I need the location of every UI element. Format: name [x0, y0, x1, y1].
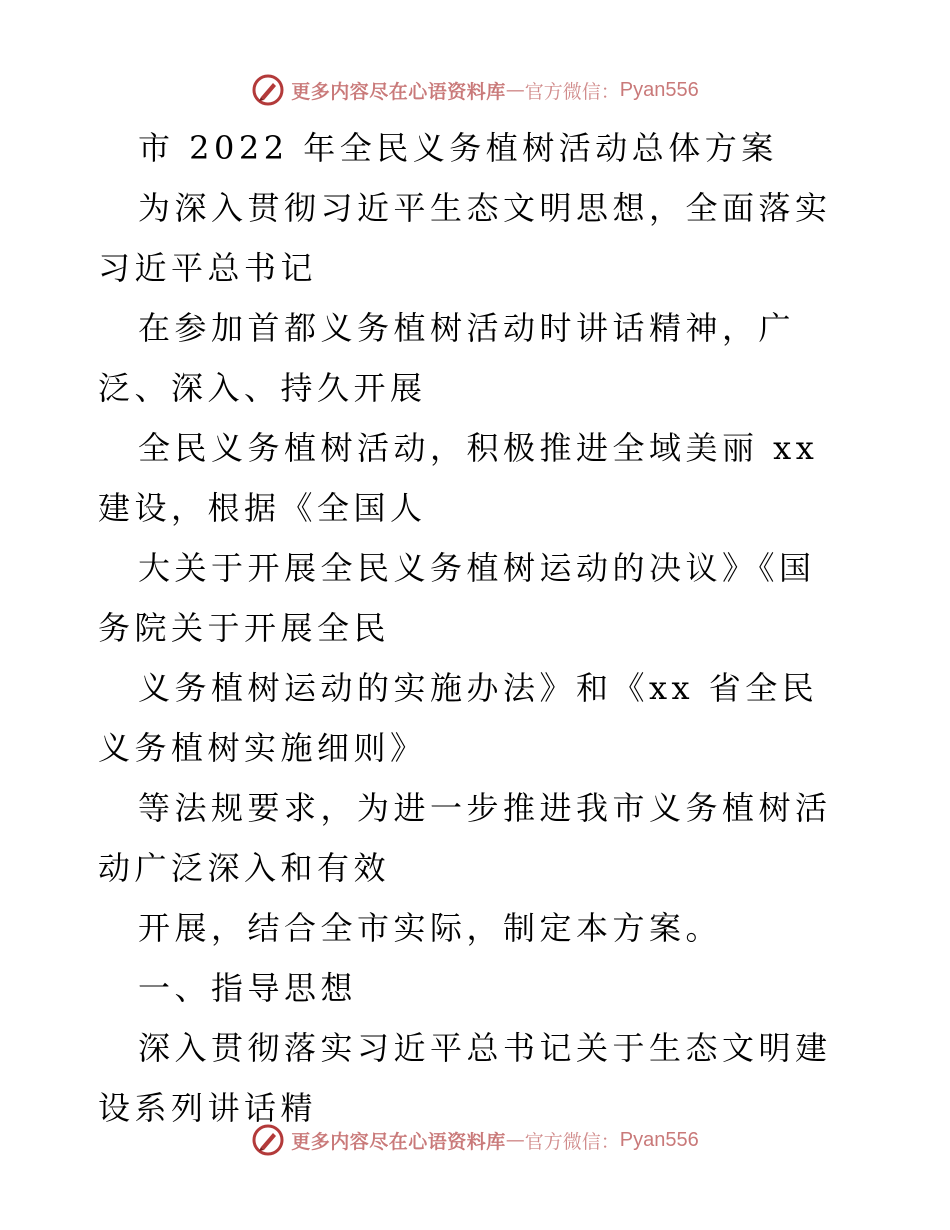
watermark-wechat-id: Pyan556	[619, 1128, 699, 1151]
paragraph: 义务植树运动的实施办法》和《xx 省全民义务植树实施细则》	[98, 669, 819, 767]
watermark-wechat-id: Pyan556	[619, 78, 699, 101]
watermark-text: 更多内容尽在心语资料库	[291, 80, 506, 103]
watermark-separator: —	[505, 1129, 525, 1151]
doc-title: 市 2022 年全民义务植树活动总体方案	[138, 129, 778, 167]
pen-logo-icon	[251, 73, 285, 107]
document-body	[98, 118, 850, 1138]
paragraph: 开展，结合全市实际，制定本方案。	[138, 909, 723, 947]
paragraph: 大关于开展全民义务植树运动的决议》《国务院关于开展全民	[98, 549, 816, 647]
watermark-text: 更多内容尽在心语资料库	[291, 1130, 506, 1153]
watermark-footer	[0, 1120, 950, 1160]
paragraph: 深入贯彻落实习近平总书记关于生态文明建设系列讲话精	[98, 1029, 832, 1127]
watermark-header	[0, 70, 950, 110]
section-heading: 一、指导思想	[138, 969, 358, 1007]
watermark-official-label: 官方微信：	[524, 80, 620, 103]
paragraph: 全民义务植树活动，积极推进全域美丽 xx 建设，根据《全国人	[98, 429, 819, 527]
paragraph: 为深入贯彻习近平生态文明思想，全面落实习近平总书记	[98, 189, 832, 287]
paragraph: 在参加首都义务植树活动时讲话精神，广泛、深入、持久开展	[98, 309, 796, 407]
watermark-separator: —	[505, 79, 525, 101]
watermark-official-label: 官方微信：	[524, 1130, 620, 1153]
paragraph: 等法规要求，为进一步推进我市义务植树活动广泛深入和有效	[98, 789, 832, 887]
pen-logo-icon	[251, 1123, 285, 1157]
